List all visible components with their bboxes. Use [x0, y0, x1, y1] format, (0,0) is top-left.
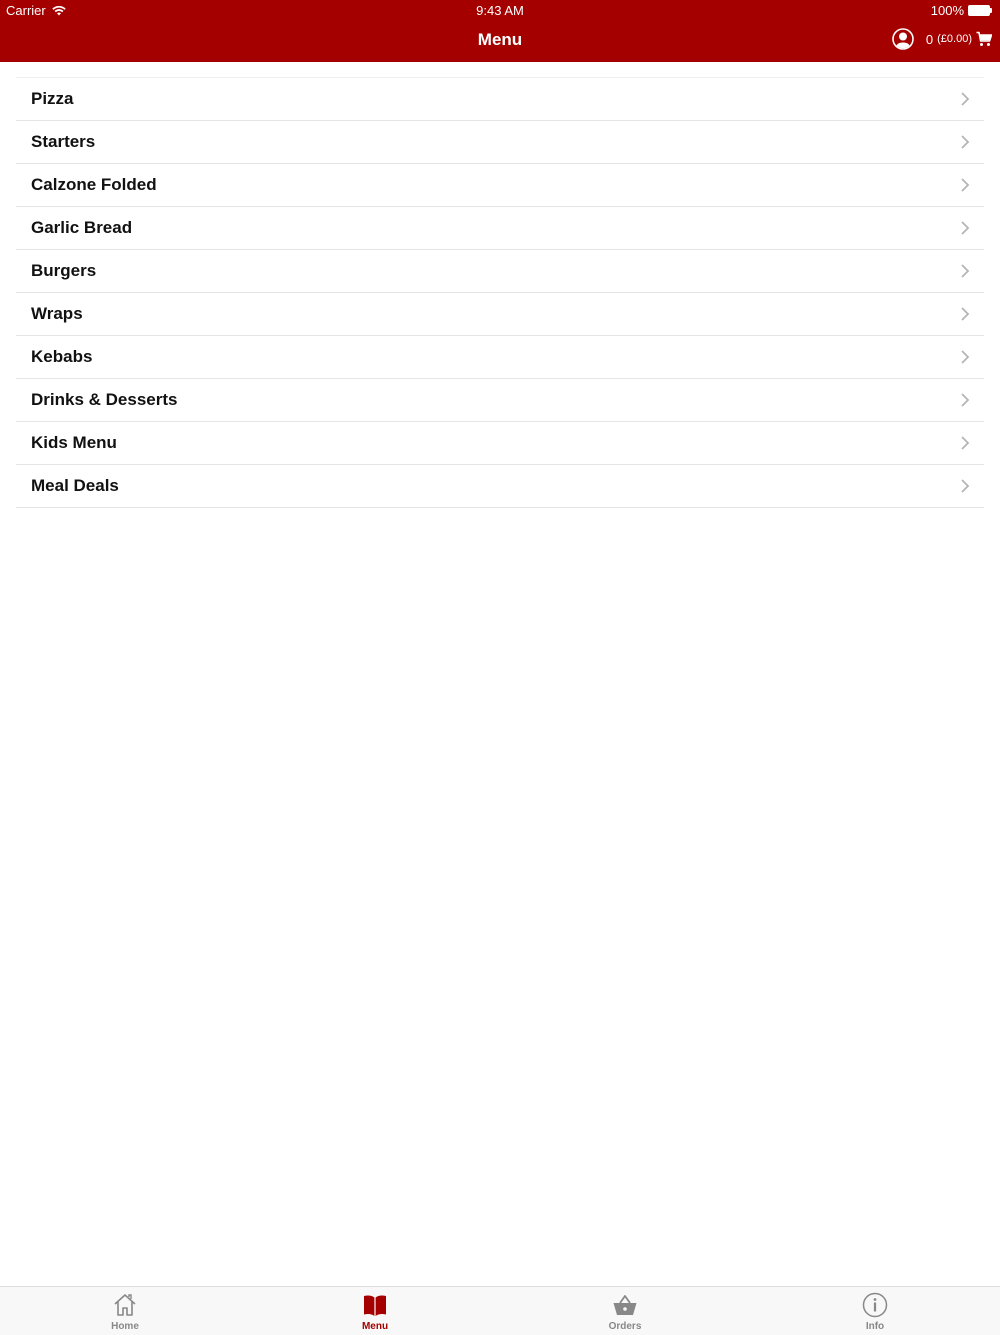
chevron-right-icon	[960, 350, 970, 364]
account-icon[interactable]	[892, 28, 914, 50]
menu-row-label: Kebabs	[31, 347, 93, 366]
book-icon	[362, 1292, 388, 1318]
chevron-right-icon	[960, 221, 970, 235]
menu-row-label: Burgers	[31, 261, 97, 280]
chevron-right-icon	[960, 264, 970, 278]
tab-orders[interactable]	[500, 1287, 750, 1335]
battery-indicator	[931, 3, 990, 18]
basket-icon	[612, 1292, 638, 1318]
tab-home[interactable]	[0, 1287, 250, 1335]
menu-row-starters[interactable]	[16, 121, 984, 164]
menu-row-kids-menu[interactable]	[16, 422, 984, 465]
menu-row-burgers[interactable]	[16, 250, 984, 293]
menu-row-label: Meal Deals	[31, 476, 119, 495]
tab-label: Home	[111, 1321, 139, 1332]
menu-row-label: Kids Menu	[31, 433, 117, 452]
menu-row-pizza[interactable]	[16, 78, 984, 121]
tab-label: Menu	[361, 1321, 389, 1332]
tab-menu[interactable]	[250, 1287, 500, 1335]
info-icon	[862, 1292, 888, 1318]
cart-button[interactable]	[926, 31, 992, 47]
menu-row-kebabs[interactable]	[16, 336, 984, 379]
tab-bar	[0, 1286, 1000, 1335]
cart-count: 0	[925, 31, 934, 47]
menu-row-label: Pizza	[31, 89, 74, 108]
menu-row-label: Garlic Bread	[31, 218, 133, 237]
menu-row-wraps[interactable]	[16, 293, 984, 336]
menu-category-list	[16, 77, 984, 508]
status-time: 9:43 AM	[476, 3, 524, 18]
chevron-right-icon	[960, 135, 970, 149]
menu-row-garlic-bread[interactable]	[16, 207, 984, 250]
battery-icon	[968, 5, 990, 16]
home-icon	[112, 1292, 138, 1318]
tab-info[interactable]	[750, 1287, 1000, 1335]
status-bar	[0, 0, 1000, 20]
battery-label: 100%	[930, 3, 964, 18]
menu-row-meal-deals[interactable]	[16, 465, 984, 508]
menu-row-label: Starters	[31, 132, 96, 151]
chevron-right-icon	[960, 178, 970, 192]
tab-label: Orders	[608, 1321, 642, 1332]
menu-row-label: Calzone Folded	[31, 175, 157, 194]
cart-total: (£0.00)	[937, 33, 972, 45]
nav-actions	[892, 28, 992, 50]
chevron-right-icon	[960, 307, 970, 321]
chevron-right-icon	[960, 92, 970, 106]
chevron-right-icon	[960, 393, 970, 407]
cart-icon	[976, 31, 992, 47]
top-bar	[0, 0, 1000, 62]
tab-label: Info	[865, 1321, 885, 1332]
menu-row-label: Wraps	[31, 304, 83, 323]
menu-row-label: Drinks & Desserts	[31, 390, 178, 409]
carrier-label: Carrier	[6, 3, 46, 18]
menu-row-calzone-folded[interactable]	[16, 164, 984, 207]
chevron-right-icon	[960, 479, 970, 493]
page-title: Menu	[477, 30, 523, 49]
menu-row-drinks-desserts[interactable]	[16, 379, 984, 422]
chevron-right-icon	[960, 436, 970, 450]
